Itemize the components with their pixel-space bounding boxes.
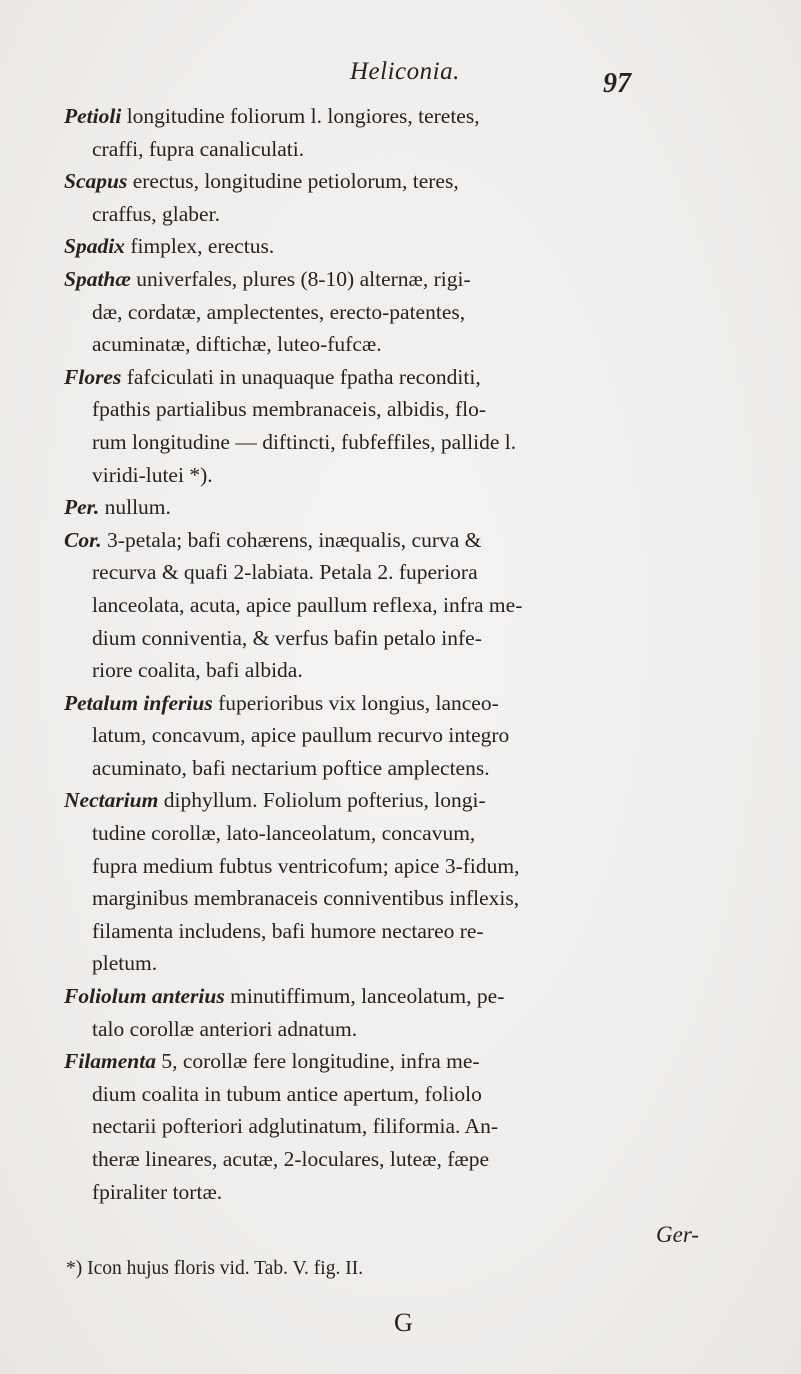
entry-line: 3-petala; bafi cohærens, inæqualis, curva &	[101, 527, 482, 552]
entry-line: craffi, fupra canaliculati.	[92, 136, 305, 161]
entry-line: minutiffimum, lanceolatum, pe-	[224, 984, 505, 1009]
entry-line: filamenta includens, bafi humore nectareo re-	[92, 918, 484, 943]
entry-filamenta	[64, 1045, 764, 1208]
entry-line: 5, corollæ fere longitudine, infra me-	[155, 1049, 480, 1074]
entry-line: fpathis partialibus membranaceis, albidis, flo-	[92, 397, 487, 422]
entry-line: fafciculati in unaquaque fpatha reconditi,	[121, 364, 481, 389]
entry-line: nectarii pofteriori adglutinatum, filiformia. An-	[92, 1114, 498, 1139]
entry-petalum-inferius	[64, 687, 764, 785]
entry-term: Spathæ	[64, 266, 131, 291]
entry-term: Cor.	[64, 527, 102, 552]
entry-line: fimplex, erectus.	[124, 234, 275, 259]
entry-spadix	[64, 230, 764, 263]
entry-line: dium coalita in tubum antice apertum, foliolo	[92, 1081, 482, 1106]
entry-line: rum longitudine — diftincti, fubfeffiles, pallide l.	[92, 429, 517, 454]
entry-term: Spadix	[64, 234, 125, 259]
entry-line: dæ, cordatæ, amplectentes, erecto-patentes,	[92, 299, 466, 324]
entry-line: marginibus membranaceis conniventibus inflexis,	[92, 886, 520, 911]
page-number: 97	[603, 68, 631, 99]
footnote: *) Icon hujus floris vid. Tab. V. fig. II.	[66, 1258, 364, 1279]
entry-spathae	[64, 263, 764, 361]
entry-line: riore coalita, bafi albida.	[92, 658, 303, 683]
entry-nectarium	[64, 784, 764, 980]
entry-term: Per.	[64, 495, 100, 520]
entry-line: pletum.	[92, 951, 158, 976]
entry-line: dium conniventia, & verfus bafin petalo infe-	[92, 625, 482, 650]
entry-cor	[64, 524, 764, 687]
entry-line: recurva & quafi 2-labiata. Petala 2. fuperiora	[92, 560, 478, 585]
entry-line: acuminatæ, diftichæ, luteo-fufcæ.	[92, 332, 382, 357]
entry-line: viridi-lutei *).	[92, 462, 213, 487]
entry-line: theræ lineares, acutæ, 2-loculares, luteæ, fæpe	[92, 1147, 490, 1171]
entry-line: univerfales, plures (8-10) alternæ, rigi-	[130, 266, 471, 291]
entry-line: fpiraliter tortæ.	[92, 1179, 223, 1204]
entry-term: Scapus	[64, 169, 128, 194]
entry-flores	[64, 361, 764, 491]
entry-line: craffus, glaber.	[92, 201, 220, 226]
entry-line: lanceolata, acuta, apice paullum reflexa, infra me-	[92, 592, 523, 617]
body-text	[64, 100, 764, 1208]
entry-line: nullum.	[99, 495, 171, 520]
entry-scapus	[64, 165, 764, 230]
entry-foliolum-anterius	[64, 980, 764, 1045]
running-title: Heliconia.	[350, 58, 460, 85]
entry-petioli	[64, 100, 764, 165]
entry-per	[64, 491, 764, 524]
entry-line: tudine corollæ, lato-lanceolatum, concavum,	[92, 821, 476, 846]
page-header	[0, 58, 801, 98]
entry-line: talo corollæ anteriori adnatum.	[92, 1016, 358, 1041]
entry-line: latum, concavum, apice paullum recurvo integro	[92, 723, 510, 748]
signature-mark: G	[394, 1308, 413, 1337]
entry-term: Nectarium	[64, 788, 159, 813]
entry-line: fuperioribus vix longius, lanceo-	[212, 690, 499, 715]
entry-term: Filamenta	[64, 1049, 156, 1074]
entry-term: Flores	[64, 364, 122, 389]
entry-line: acuminato, bafi nectarium poftice amplectens.	[92, 755, 490, 780]
entry-line: longitudine foliorum l. longiores, teretes,	[121, 104, 480, 128]
entry-term: Petalum inferius	[64, 690, 213, 715]
entry-term: Foliolum anterius	[64, 984, 225, 1009]
catchword: Ger-	[656, 1222, 699, 1247]
entry-line: fupra medium fubtus ventricofum; apice 3-fidum,	[92, 853, 520, 878]
entry-line: erectus, longitudine petiolorum, teres,	[127, 169, 459, 194]
entry-term: Petioli	[64, 104, 122, 128]
entry-line: diphyllum. Foliolum pofterius, longi-	[158, 788, 486, 813]
